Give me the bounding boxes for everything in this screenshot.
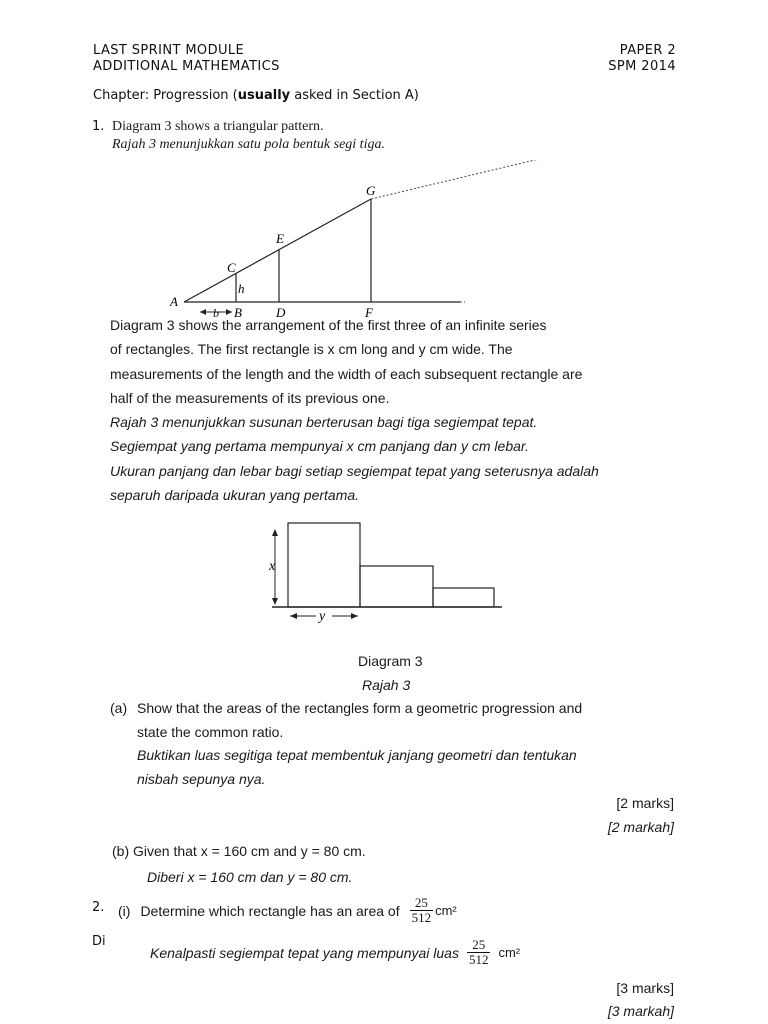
para-en-4: half of the measurements of its previous one.: [110, 390, 390, 406]
question-1-number: 1.: [92, 119, 105, 134]
fraction-denominator-my: 512: [468, 952, 489, 967]
label-h: h: [238, 281, 245, 296]
area-unit-my: cm²: [498, 945, 521, 960]
label-d: D: [276, 305, 286, 320]
diagram-caption-en: Diagram 3: [358, 653, 423, 669]
area-fraction-en: [410, 896, 434, 925]
part-a-my-1: Buktikan luas segitiga tepat membentuk janjang geometri dan tentukan: [137, 747, 577, 763]
label-e: E: [276, 231, 284, 246]
label-g: G: [366, 183, 376, 198]
part-a-my-2: nisbah sepunya nya.: [137, 771, 266, 787]
para-en-1: Diagram 3 shows the arrangement of the first three of an infinite series: [110, 317, 547, 333]
question-2-part-i-my: [150, 938, 520, 967]
rectangle-3: [433, 588, 494, 607]
triangle-diagram-text-my: Rajah 3 menunjukkan satu pola bentuk segi tiga.: [112, 137, 385, 152]
para-my-3: Ukuran panjang dan lebar bagi setiap segiempat tepat yang seterusnya adalah: [110, 463, 599, 479]
part-a-marks-my: [2 markah]: [607, 819, 674, 835]
question-2-part-i-en: [118, 896, 457, 925]
chapter-line: [93, 88, 419, 103]
part-a-marks-en: [2 marks]: [616, 795, 674, 811]
part-i-text-my: Kenalpasti segiempat tepat yang mempunyai luas: [150, 944, 459, 961]
part-a-en-2: state the common ratio.: [137, 724, 284, 740]
label-c: C: [227, 260, 236, 275]
module-title: LAST SPRINT MODULE: [93, 43, 245, 58]
rectangle-1: [288, 523, 360, 607]
question-2-marks-en: [3 marks]: [616, 980, 674, 996]
rectangles-diagram: [262, 518, 512, 628]
part-a-label: (a): [110, 700, 128, 716]
chapter-prefix: Chapter: Progression (: [93, 88, 238, 103]
subject-title: ADDITIONAL MATHEMATICS: [93, 59, 280, 74]
question-2-marks-my: [3 markah]: [607, 1003, 674, 1019]
para-my-2: Segiempat yang pertama mempunyai x cm panjang dan y cm lebar.: [110, 438, 529, 454]
label-b: B: [234, 305, 242, 320]
fraction-denominator: 512: [411, 910, 432, 925]
triangle-extension: [371, 160, 560, 199]
label-a: A: [170, 294, 178, 309]
label-y: y: [319, 609, 326, 624]
stray-di-text: Di: [92, 934, 106, 949]
triangle-pattern-diagram: [160, 160, 580, 320]
part-i-text-en: Determine which rectangle has an area of: [140, 902, 400, 919]
rectangle-2: [360, 566, 433, 607]
fraction-numerator-my: 25: [467, 938, 491, 953]
label-f: F: [365, 305, 373, 320]
part-i-label: (i): [118, 902, 131, 919]
area-unit-en: cm²: [435, 903, 457, 918]
label-x: x: [269, 559, 276, 574]
triangle-diagram-text-en: Diagram 3 shows a triangular pattern.: [112, 119, 324, 134]
question-2-number: 2.: [92, 900, 105, 915]
para-en-2: of rectangles. The first rectangle is x cm long and y cm wide. The: [110, 341, 513, 357]
chapter-suffix: asked in Section A): [290, 88, 419, 103]
para-en-3: measurements of the length and the width of each subsequent rectangle are: [110, 366, 583, 382]
part-b-en: (b) Given that x = 160 cm and y = 80 cm.: [112, 843, 366, 859]
exam-year: SPM 2014: [608, 59, 676, 74]
part-a-en-1: Show that the areas of the rectangles form a geometric progression and: [137, 700, 583, 716]
label-width-b: b: [213, 306, 219, 320]
area-fraction-my: [467, 938, 491, 967]
diagram-caption-my: Rajah 3: [362, 677, 411, 693]
triangle-hypotenuse: [184, 199, 371, 302]
para-my-1: Rajah 3 menunjukkan susunan berterusan bagi tiga segiempat tepat.: [110, 414, 538, 430]
paper-label: PAPER 2: [619, 43, 676, 58]
fraction-numerator: 25: [410, 896, 434, 911]
para-my-4: separuh daripada ukuran yang pertama.: [110, 487, 360, 503]
part-b-my: Diberi x = 160 cm dan y = 80 cm.: [147, 869, 353, 885]
chapter-emphasis: usually: [237, 88, 291, 103]
